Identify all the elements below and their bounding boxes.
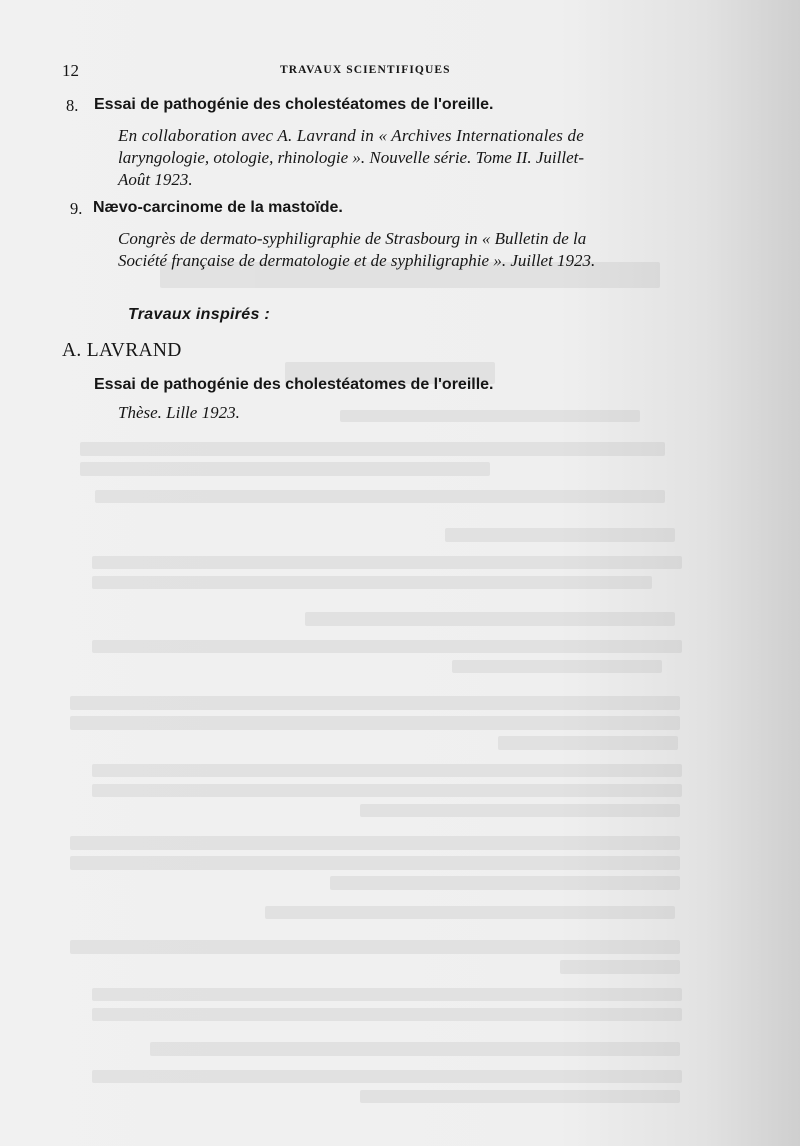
- author-name: A. LAVRAND: [62, 340, 182, 361]
- citation-line: Août 1923.: [118, 170, 193, 189]
- page-number: 12: [62, 61, 79, 80]
- entry-number: 9.: [70, 199, 83, 218]
- work-title: Essai de pathogénie des cholestéatomes de l'oreille.: [94, 376, 494, 393]
- citation-line: En collaboration avec A. Lavrand in « Archives Internationales de: [118, 126, 584, 145]
- section-heading: Travaux inspirés :: [128, 306, 271, 323]
- entry-number: 8.: [66, 96, 79, 115]
- running-header: TRAVAUX SCIENTIFIQUES: [280, 64, 451, 76]
- entry-citation: [118, 125, 584, 191]
- citation-line: Congrès de dermato-syphiligraphie de Strasbourg in « Bulletin de la: [118, 229, 587, 248]
- citation-line: Société française de dermatologie et de syphiligraphie ». Juillet 1923.: [118, 251, 596, 270]
- entry-citation: [118, 228, 595, 272]
- work-detail: Thèse. Lille 1923.: [118, 403, 240, 422]
- entry-title: Essai de pathogénie des cholestéatomes de l'oreille.: [94, 96, 494, 113]
- citation-line: laryngologie, otologie, rhinologie ». Nouvelle série. Tome II. Juillet-: [118, 148, 585, 167]
- entry-title: Nævo-carcinome de la mastoïde.: [93, 199, 343, 216]
